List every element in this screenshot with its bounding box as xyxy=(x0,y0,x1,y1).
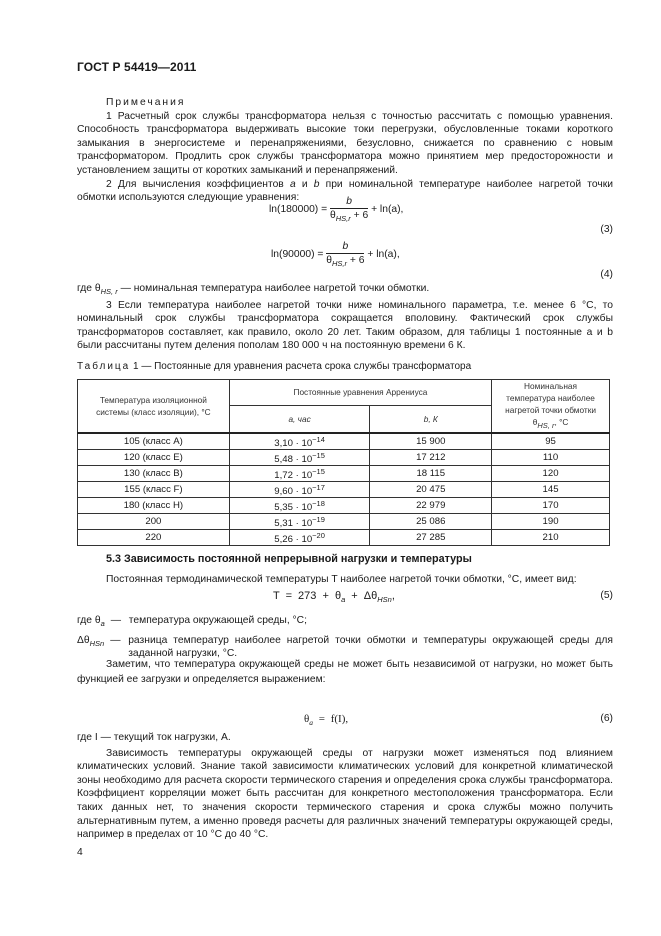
header-arrhenius-constants: Постоянные уравнения Аррениуса xyxy=(229,380,491,406)
table-row: 155 (класс F) $9,60 \cdot 10^{-17}$ 20 475 145 xyxy=(78,482,610,498)
fraction: $\frac{b}{\theta_{HS,r} + 6}$ xyxy=(329,196,369,223)
table-1 xyxy=(77,379,610,546)
note-1: 1 Расчетный срок службы трансформатора нельзя с точностью рассчитать с помощью уравнения. Способность трансформатора выдерживать высокие токи перегрузки, обусловленные токами короткого замыкания в энергосистеме и перенапряжениями, безусловно, снижается по сравнению с новым трансформатором. Продлить срок службы трансформатора можно принятием мер предосторожности и установлением защиты от коротких замыканий и перенапряжений. xyxy=(77,110,613,176)
note-2: 2 Для вычисления коэффициентов a и b при номинальной температуре наиболее нагретой точки обмотки используются следующие уравнения: xyxy=(77,178,613,204)
table-caption: Таблица 1 — Постоянные для уравнения расчета срока службы трансформатора xyxy=(77,361,472,372)
where-current: где I — текущий ток нагрузки, А. xyxy=(77,732,231,743)
section-5-3 xyxy=(77,553,613,586)
header-a: a, час xyxy=(229,405,370,433)
table-row: 180 (класс Н) $5,35 \cdot 10^{-18}$ 22 979 170 xyxy=(78,498,610,514)
paragraph-climate: где I — текущий ток нагрузки, А. Зависимость температуры окружающей среды от нагрузки может изменяться под влиянием климатических условий. Знание такой зависимости климатических условий для конкретной климатической зоны необходимо для расчета скорости термического старения и определения срока службы трансформатора. Коэффициент корреляции может быть рассчитан для конкретного местоположения трансформатора. Если таких данных нет, то значения скорости термического старения и срока службы можно получить альтернативным путем, а именно проведя расчеты для различных значений температуры окружающей среды, например в пределах от 10 °С до 40 °С. xyxy=(77,732,613,841)
definition-delta-theta: $\Delta\theta_{HSn}$ — разница температур наиболее нагретой точки обмотки и температуры окружающей среды для заданной нагрузки, °С. xyxy=(77,634,613,660)
page-number: 4 xyxy=(77,847,83,858)
header-insulation-system: Температура изоляционной системы (класс изоляции), °С xyxy=(78,380,230,434)
section-intro: Постоянная термодинамической температуры T наиболее нагретой точки обмотки, °С, имеет вид: xyxy=(106,573,577,585)
section-title: 5.3 Зависимость постоянной непрерывной нагрузки и температуры xyxy=(106,553,472,565)
definition-theta-a: где $\theta_a$ — температура окружающей среды, °С; xyxy=(77,615,307,628)
paragraph-ambient: Заметим, что температура окружающей среды не может быть независимой от нагрузки, но может быть функцией ее загрузки и определяется выражением: xyxy=(77,659,613,685)
where-theta-definition: где $\theta_{HS, r}$ — номинальная температура наиболее нагретой точки обмотки. xyxy=(77,283,430,296)
table-row: 105 (класс А) $3,10 \cdot 10^{-14}$ 15 900 95 xyxy=(78,433,610,450)
fraction: $\frac{b}{\theta_{HS,r} + 6}$ xyxy=(326,241,365,268)
table-row: 130 (класс В) $1,72 \cdot 10^{-15}$ 18 115 120 xyxy=(78,466,610,482)
note-3: 3 Если температура наиболее нагретой точки ниже номинального параметра, т.е. менее 6 °С, то номинальный срок службы трансформатора сокращается вполовину. Фактический срок службы трансформаторов составляет, как правило, около 20 лет. Таким образом, для таблицы 1 постоянные a и b были рассчитаны путем деления пополам 180 000 ч на постоянную времени 6 К. xyxy=(77,299,613,352)
equation-number: (3) xyxy=(600,224,613,235)
table-row: 200 $5,31 \cdot 10^{-19}$ 25 086 190 xyxy=(78,514,610,530)
header-nominal-temperature: Номинальная температура наиболее нагретой точки обмотки $\theta_{HS, r}$, °С xyxy=(492,380,610,434)
equation-number: (5) xyxy=(600,590,613,601)
notes-title: Примечания xyxy=(106,97,186,108)
notes-block xyxy=(77,96,613,205)
equation-number: (4) xyxy=(600,269,613,280)
equation-number: (6) xyxy=(600,713,613,724)
definitions xyxy=(77,614,613,661)
header-b: b, К xyxy=(370,405,492,433)
document-header: ГОСТ Р 54419—2011 xyxy=(77,60,197,74)
table-row: 220 $5,26 \cdot 10^{-20}$ 27 285 210 xyxy=(78,530,610,546)
note-3-block xyxy=(77,282,613,353)
table-row: 120 (класс Е) $5,48 \cdot 10^{-15}$ 17 212 110 xyxy=(78,450,610,466)
